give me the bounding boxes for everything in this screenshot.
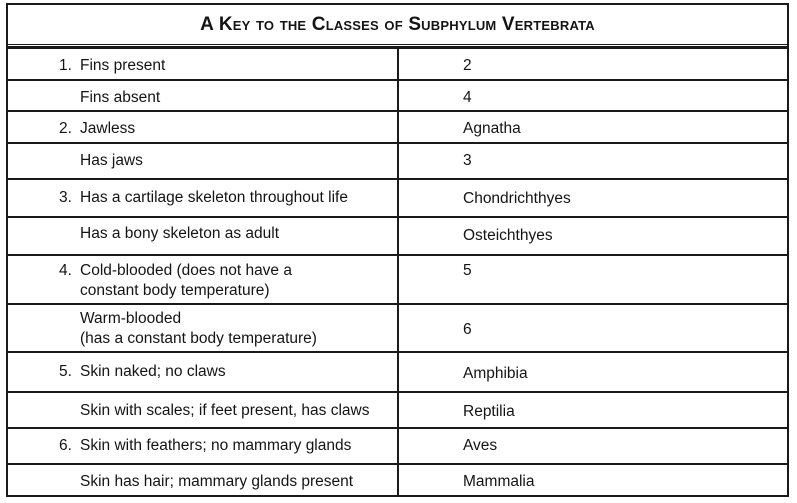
table-title: A Key to the Classes of Subphylum Vertebrata bbox=[200, 13, 595, 35]
description: Has a cartilage skeleton throughout life bbox=[80, 189, 348, 206]
result: 5 bbox=[463, 262, 472, 279]
result: Chondrichthyes bbox=[463, 190, 571, 207]
result: Aves bbox=[463, 437, 498, 454]
description: Skin naked; no claws bbox=[80, 363, 226, 380]
description: Fins present bbox=[80, 57, 166, 74]
description: Jawless bbox=[80, 120, 136, 137]
step-number: 3. bbox=[59, 189, 72, 206]
description: Skin with scales; if feet present, has claws bbox=[80, 402, 370, 419]
description: Has a bony skeleton as adult bbox=[80, 225, 280, 242]
table-title-bar bbox=[8, 5, 787, 47]
step-number: 2. bbox=[59, 120, 72, 137]
key-table bbox=[6, 3, 789, 497]
description: Warm-blooded bbox=[80, 310, 182, 327]
step-number: 5. bbox=[59, 363, 72, 380]
step-number: 1. bbox=[59, 57, 72, 74]
result: 3 bbox=[463, 152, 472, 169]
result: Agnatha bbox=[463, 120, 521, 137]
column-divider bbox=[397, 47, 399, 495]
step-number: 6. bbox=[59, 437, 72, 454]
description: Cold-blooded (does not have a bbox=[80, 262, 292, 279]
result: Reptilia bbox=[463, 403, 515, 420]
description: Has jaws bbox=[80, 152, 143, 169]
description: Skin has hair; mammary glands present bbox=[80, 473, 354, 490]
result: Mammalia bbox=[463, 473, 535, 490]
description-line-2: (has a constant body temperature) bbox=[80, 330, 317, 347]
result: Osteichthyes bbox=[463, 227, 553, 244]
description-line-2: constant body temperature) bbox=[80, 282, 270, 299]
description: Skin with feathers; no mammary glands bbox=[80, 437, 352, 454]
result: 6 bbox=[463, 321, 472, 338]
result: Amphibia bbox=[463, 365, 528, 382]
step-number: 4. bbox=[59, 262, 72, 279]
result: 2 bbox=[463, 57, 472, 74]
result: 4 bbox=[463, 89, 472, 106]
description: Fins absent bbox=[80, 89, 161, 106]
